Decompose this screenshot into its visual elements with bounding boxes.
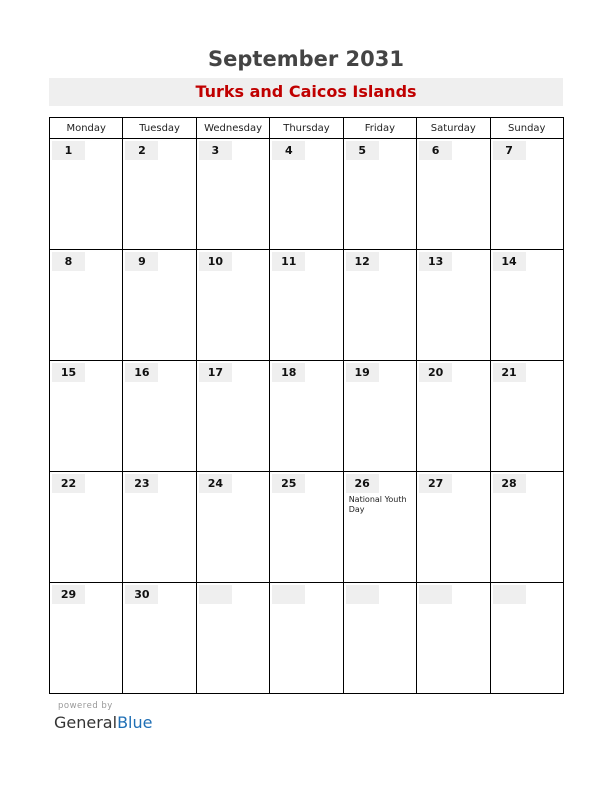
day-number: 15 <box>52 363 85 382</box>
day-cell[interactable] <box>196 250 269 361</box>
generalblue-logo[interactable] <box>54 713 152 732</box>
day-number: 7 <box>493 141 526 160</box>
day-cell[interactable] <box>490 361 563 472</box>
day-number: 11 <box>272 252 305 271</box>
day-number: 1 <box>52 141 85 160</box>
day-number: 5 <box>346 141 379 160</box>
weekday-wednesday: Wednesday <box>196 118 269 139</box>
day-cell[interactable] <box>343 583 416 694</box>
day-number: 9 <box>125 252 158 271</box>
day-number: 18 <box>272 363 305 382</box>
day-number: 25 <box>272 474 305 493</box>
day-number: 17 <box>199 363 232 382</box>
day-cell[interactable] <box>50 361 123 472</box>
day-cell[interactable] <box>196 583 269 694</box>
day-cell[interactable] <box>490 250 563 361</box>
day-cell[interactable] <box>123 361 196 472</box>
day-cell[interactable] <box>123 583 196 694</box>
day-cell[interactable] <box>417 361 490 472</box>
powered-by-text: powered by <box>58 701 113 711</box>
day-number <box>493 585 526 604</box>
day-cell[interactable] <box>343 139 416 250</box>
page-title: September 2031 <box>208 47 404 71</box>
week-row <box>50 250 564 361</box>
day-number: 22 <box>52 474 85 493</box>
day-cell[interactable] <box>417 583 490 694</box>
day-cell[interactable] <box>270 472 343 583</box>
day-cell[interactable] <box>50 472 123 583</box>
day-cell[interactable] <box>270 583 343 694</box>
week-row <box>50 472 564 583</box>
day-cell[interactable] <box>490 139 563 250</box>
day-number: 13 <box>419 252 452 271</box>
day-number: 21 <box>493 363 526 382</box>
day-number: 2 <box>125 141 158 160</box>
day-number: 3 <box>199 141 232 160</box>
day-cell[interactable] <box>123 472 196 583</box>
weekday-thursday: Thursday <box>270 118 343 139</box>
holiday-label: National Youth Day <box>348 495 407 514</box>
day-cell[interactable] <box>343 361 416 472</box>
day-number: 28 <box>493 474 526 493</box>
day-cell[interactable] <box>50 139 123 250</box>
week-row <box>50 361 564 472</box>
day-cell[interactable] <box>196 361 269 472</box>
day-number: 29 <box>52 585 85 604</box>
day-cell[interactable] <box>196 472 269 583</box>
weekday-header-row <box>50 118 564 139</box>
day-number: 24 <box>199 474 232 493</box>
weekday-monday: Monday <box>50 118 123 139</box>
day-number: 12 <box>346 252 379 271</box>
day-number: 27 <box>419 474 452 493</box>
day-cell[interactable] <box>417 250 490 361</box>
day-cell[interactable] <box>196 139 269 250</box>
day-cell[interactable] <box>417 472 490 583</box>
country-name: Turks and Caicos Islands <box>195 82 417 101</box>
day-number: 14 <box>493 252 526 271</box>
week-row <box>50 583 564 694</box>
day-cell[interactable] <box>490 583 563 694</box>
day-number <box>199 585 232 604</box>
weekday-friday: Friday <box>343 118 416 139</box>
day-number: 4 <box>272 141 305 160</box>
day-cell[interactable] <box>270 250 343 361</box>
day-number <box>419 585 452 604</box>
day-number: 8 <box>52 252 85 271</box>
weekday-tuesday: Tuesday <box>123 118 196 139</box>
day-number: 19 <box>346 363 379 382</box>
day-number: 20 <box>419 363 452 382</box>
day-number <box>272 585 305 604</box>
calendar-grid <box>49 117 564 694</box>
day-cell[interactable] <box>50 250 123 361</box>
day-cell[interactable] <box>50 583 123 694</box>
day-cell[interactable] <box>343 472 416 583</box>
day-cell[interactable] <box>417 139 490 250</box>
day-number <box>346 585 379 604</box>
day-cell[interactable] <box>270 361 343 472</box>
day-number: 16 <box>125 363 158 382</box>
day-number: 6 <box>419 141 452 160</box>
day-number: 10 <box>199 252 232 271</box>
weekday-saturday: Saturday <box>417 118 490 139</box>
weekday-sunday: Sunday <box>490 118 563 139</box>
logo-blue: Blue <box>117 713 153 732</box>
day-cell[interactable] <box>490 472 563 583</box>
day-number: 23 <box>125 474 158 493</box>
day-cell[interactable] <box>123 139 196 250</box>
country-banner <box>49 78 563 106</box>
day-cell[interactable] <box>343 250 416 361</box>
week-row <box>50 139 564 250</box>
day-number: 30 <box>125 585 158 604</box>
day-cell[interactable] <box>270 139 343 250</box>
day-number: 26 <box>346 474 379 493</box>
day-cell[interactable] <box>123 250 196 361</box>
logo-general: General <box>54 713 118 732</box>
